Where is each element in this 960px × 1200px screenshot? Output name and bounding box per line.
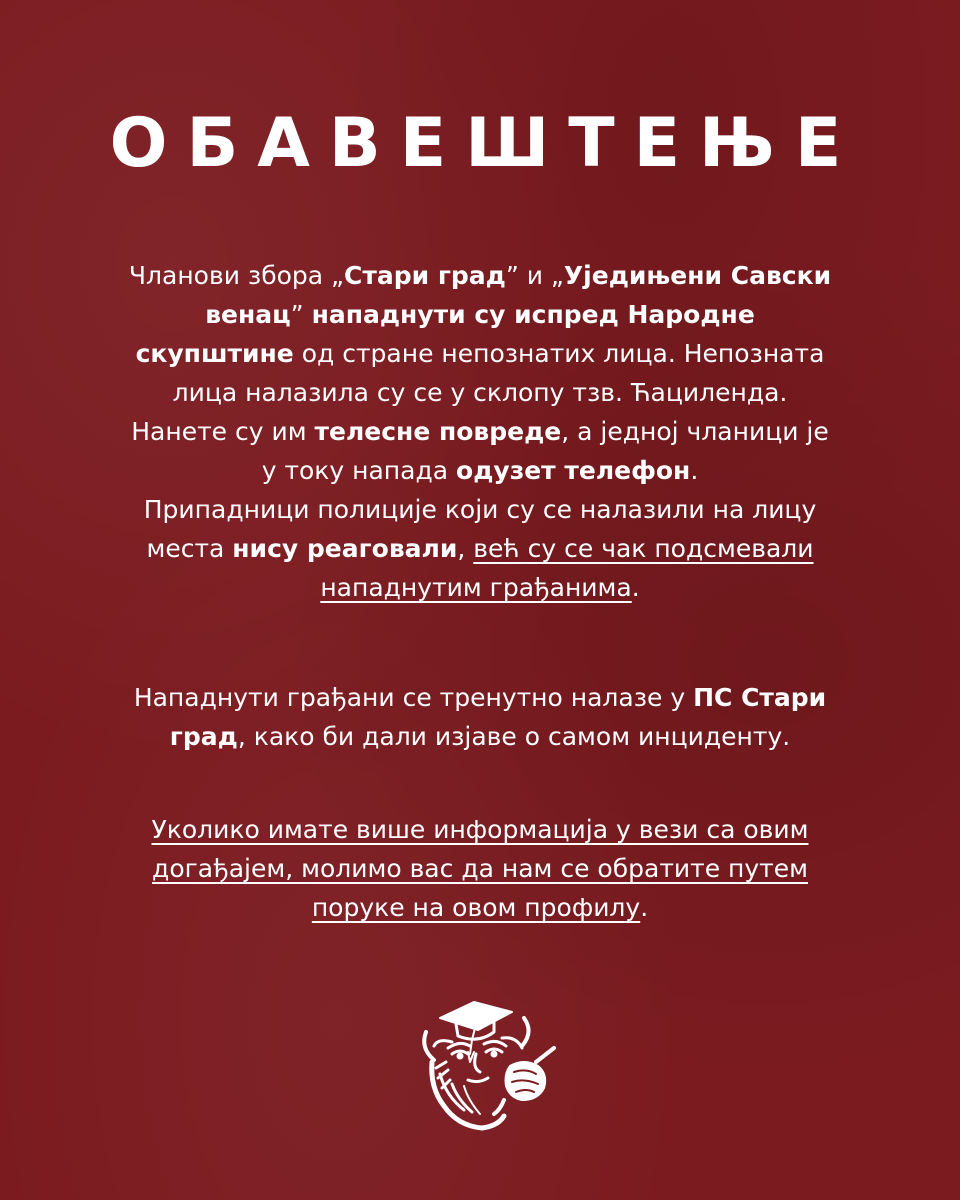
text-segment: ,: [457, 534, 474, 563]
text-segment: , како би дали изјаве о самом инциденту.: [237, 722, 791, 751]
bold-segment: град: [169, 722, 238, 751]
contact-paragraph: [50, 810, 910, 927]
text-segment: ” и „: [505, 261, 564, 290]
text-segment: ”: [290, 300, 312, 329]
bold-segment: Стари град: [344, 261, 506, 290]
text-segment: од стране непознатих лица. Непозната: [293, 339, 825, 368]
incident-line-3: [50, 334, 910, 373]
text-segment: .: [631, 573, 640, 602]
incident-paragraph: [50, 256, 910, 607]
bold-segment: скупштине: [135, 339, 294, 368]
underlined-segment: Уколико имате више информација у вези са овим: [151, 815, 809, 844]
underlined-segment: догађајем, молимо вас да нам се обратите путем: [152, 854, 808, 883]
incident-line-7: Припадници полиције који су се налазили на лицу: [143, 495, 817, 524]
station-line-1: [50, 678, 910, 717]
contact-line-1: [50, 810, 910, 849]
incident-line-8: [50, 529, 910, 568]
text-segment: , а једној чланици је: [561, 417, 829, 446]
bold-segment: Уједињени Савски: [563, 261, 832, 290]
incident-line-6: [50, 451, 910, 490]
station-line-2: [50, 717, 910, 756]
contact-line-2: [50, 849, 910, 888]
incident-line-2: [50, 295, 910, 334]
police-station-paragraph: [50, 678, 910, 756]
bold-segment: телесне повреде: [314, 417, 562, 446]
notice-title: ОБАВЕШТЕЊЕ: [109, 104, 861, 183]
text-segment: у току напада: [261, 456, 457, 485]
bearded-scholar-logo-icon: [412, 988, 562, 1138]
underlined-segment: већ су се чак подсмевали: [473, 534, 814, 563]
incident-line-4: лица налазила су се у склопу тзв. Ћациленда.: [172, 378, 788, 407]
bold-segment: ПС Стари: [693, 683, 827, 712]
text-segment: Чланови збора „: [128, 261, 344, 290]
underlined-segment: поруке на овом профилу: [311, 893, 641, 922]
incident-line-5: [50, 412, 910, 451]
bold-segment: нису реаговали: [232, 534, 458, 563]
text-segment: Нападнути грађани се тренутно налазе у: [133, 683, 694, 712]
incident-line-1: [50, 256, 910, 295]
text-segment: места: [146, 534, 233, 563]
incident-line-9: [50, 568, 910, 607]
contact-line-3: [50, 888, 910, 927]
bold-segment: одузет телефон: [456, 456, 691, 485]
underlined-segment: нападнутим грађанима: [320, 573, 632, 602]
text-segment: .: [640, 893, 649, 922]
text-segment: Нанете су им: [131, 417, 315, 446]
bold-segment: венац: [205, 300, 291, 329]
bold-segment: нападнути су испред Народне: [311, 300, 755, 329]
text-segment: .: [690, 456, 699, 485]
